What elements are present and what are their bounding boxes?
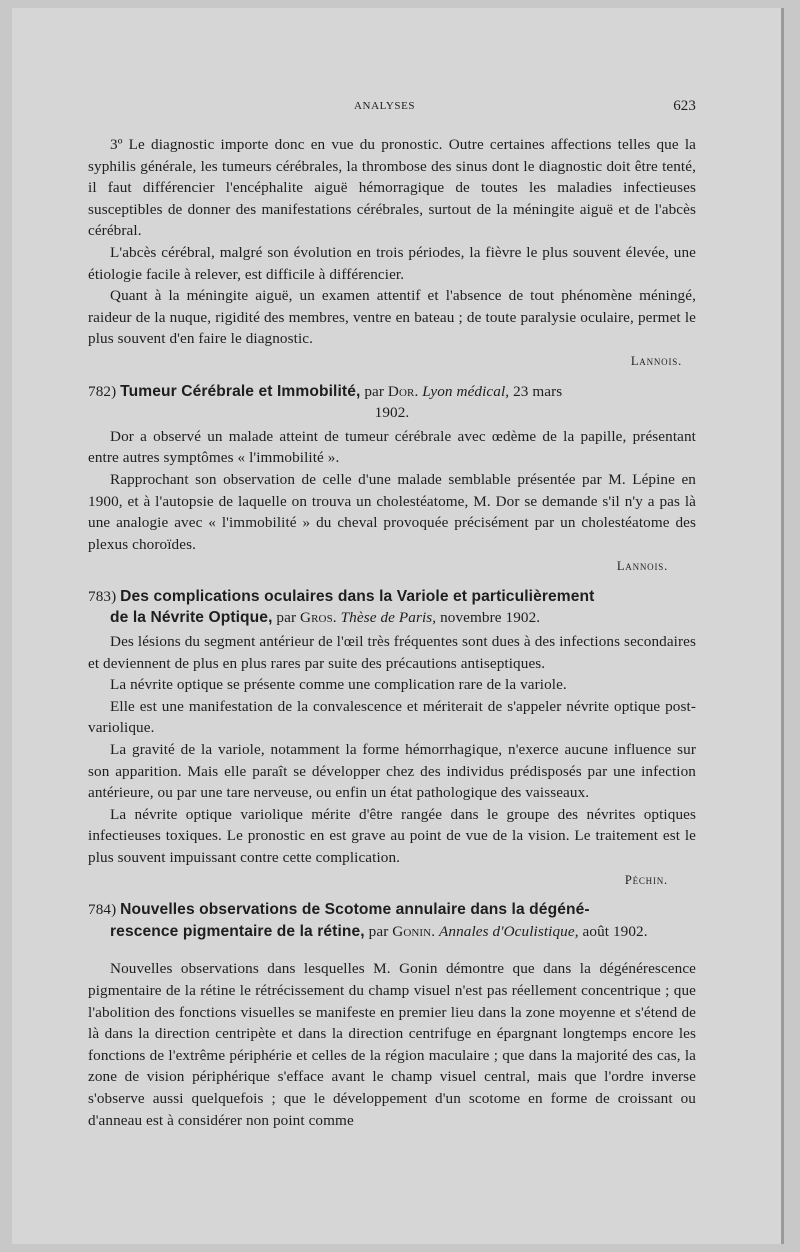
section-continuation xyxy=(88,134,696,373)
by-word: par xyxy=(276,609,297,627)
page-text xyxy=(88,96,696,1131)
page-number: 623 xyxy=(673,98,696,114)
entry-source: Lyon médical, xyxy=(422,382,510,400)
entry-author: Dor. xyxy=(387,382,419,400)
entry-title-continued: rescence pigmentaire de la rétine, xyxy=(110,922,365,940)
page-header xyxy=(88,96,696,124)
paragraph: Elle est une manifestation de la convalescence et mériterait de s'appeler névrite optique post-variolique. xyxy=(88,697,696,737)
entry-title-continued: de la Névrite Optique, xyxy=(110,609,273,627)
paragraph: Quant à la méningite aiguë, un examen attentif et l'absence de tout phénomène méningé, raideur de la nuque, rigidité des membres, ventre en bateau ; de toute paralysie oculaire, permet le plus souvent d'en faire le diagnostic. xyxy=(88,287,696,348)
entry-784 xyxy=(88,899,696,1131)
entry-heading xyxy=(88,899,696,942)
paragraph: Dor a observé un malade atteint de tumeur cérébrale avec œdème de la papille, présentant entre autres symptômes « l'immobilité ». xyxy=(88,427,696,467)
entry-source: Annales d'Oculistique, xyxy=(439,922,579,940)
entry-number: 784) xyxy=(88,901,117,919)
running-title: ANALYSES xyxy=(354,100,416,112)
entry-date: novembre 1902. xyxy=(440,609,541,627)
signature: Lannois. xyxy=(616,559,668,574)
entry-author: Gros. xyxy=(300,609,337,627)
entry-heading xyxy=(88,381,696,424)
paragraph: La gravité de la variole, notamment la forme hémorrhagique, n'exerce aucune influence sur son apparition. Mais elle paraît se développer chez des individus prédisposés par une infection antérieure, ou par une tare nerveuse, ou enfin un état pathologique des vaisseaux. xyxy=(88,741,696,802)
paragraph: La névrite optique se présente comme une complication rare de la variole. xyxy=(110,676,567,694)
entry-title: Nouvelles observations de Scotome annulaire dans la dégéné- xyxy=(120,901,590,919)
paragraph: 3º Le diagnostic importe donc en vue du pronostic. Outre certaines affections telles que la syphilis générale, les tumeurs cérébrales, la thrombose des sinus dont le diagnostic doit être tenté, il faut différencier l'encéphalite aiguë hémorragique de toutes les maladies infectieuses susceptibles de donner des manifestations cérébrales, surtout de la méningite aiguë et de l'abcès cérébral. xyxy=(88,136,696,240)
entry-date: 23 mars xyxy=(513,382,563,400)
entry-source: Thèse de Paris, xyxy=(340,609,437,627)
entry-author: Gonin. xyxy=(392,922,436,940)
book-page xyxy=(12,8,784,1244)
entry-date: août 1902. xyxy=(582,922,648,940)
by-word: par xyxy=(368,922,389,940)
by-word: par xyxy=(364,382,385,400)
entry-783 xyxy=(88,586,696,891)
paragraph: Nouvelles observations dans lesquelles M. Gonin démontre que dans la dégénérescence pigmentaire de la rétine le rétrécissement du champ visuel n'est pas réellement concentrique ; que l'abolition des fonctions visuelles se manifeste en premier lieu dans la zone moyenne et s'étend de là dans la direction centripète et dans la direction centrifuge en épargnant longtemps encore les fonctions de l'extrême périphérie et celles de la région maculaire ; que dans la majorité des cas, la zone de vision périphérique s'efface avant le champ visuel central, mais que l'ordre inverse s'observe aussi quelquefois ; que le développement d'un scotome en forme de croissant ou d'anneau est à considérer non point comme xyxy=(88,960,696,1129)
entry-heading xyxy=(88,586,696,629)
paragraph: La névrite optique variolique mérite d'être rangée dans le groupe des névrites optiques infectieuses toxiques. Le pronostic en est grave au point de vue de la vision. Le traitement est le plus souvent impuissant contre cette complication. xyxy=(88,805,696,866)
entry-heading-continuation xyxy=(88,921,696,943)
entry-number: 783) xyxy=(88,587,117,605)
paragraph: Rapprochant son observation de celle d'une malade semblable présentée par M. Lépine en 1900, et à l'autopsie de laquelle on trouva un cholestéatome, M. Dor se demande s'il n'y a pas là une analogie avec « l'immobilité » du cheval provoquée précisément par un cholestéatome des plexus choroïdes. xyxy=(88,470,696,553)
spacer xyxy=(88,944,696,958)
paragraph: Des lésions du segment antérieur de l'œil très fréquentes sont dues à des infections secondaires et deviennent de plus en plus rares par suite des précautions antiseptiques. xyxy=(88,633,696,672)
paragraph: L'abcès cérébral, malgré son évolution en trois périodes, la fièvre le plus souvent élevée, une étiologie facile à relever, est difficile à différencier. xyxy=(88,243,696,283)
entry-heading-continuation xyxy=(88,607,696,629)
entry-number: 782) xyxy=(88,382,117,400)
entry-782 xyxy=(88,381,696,578)
entry-title: Des complications oculaires dans la Variole et particulièrement xyxy=(120,587,595,605)
signature: Lannois. xyxy=(630,353,682,368)
signature: Péchin. xyxy=(624,872,668,887)
entry-title: Tumeur Cérébrale et Immobilité, xyxy=(120,382,361,400)
entry-date-year: 1902. xyxy=(374,404,410,422)
